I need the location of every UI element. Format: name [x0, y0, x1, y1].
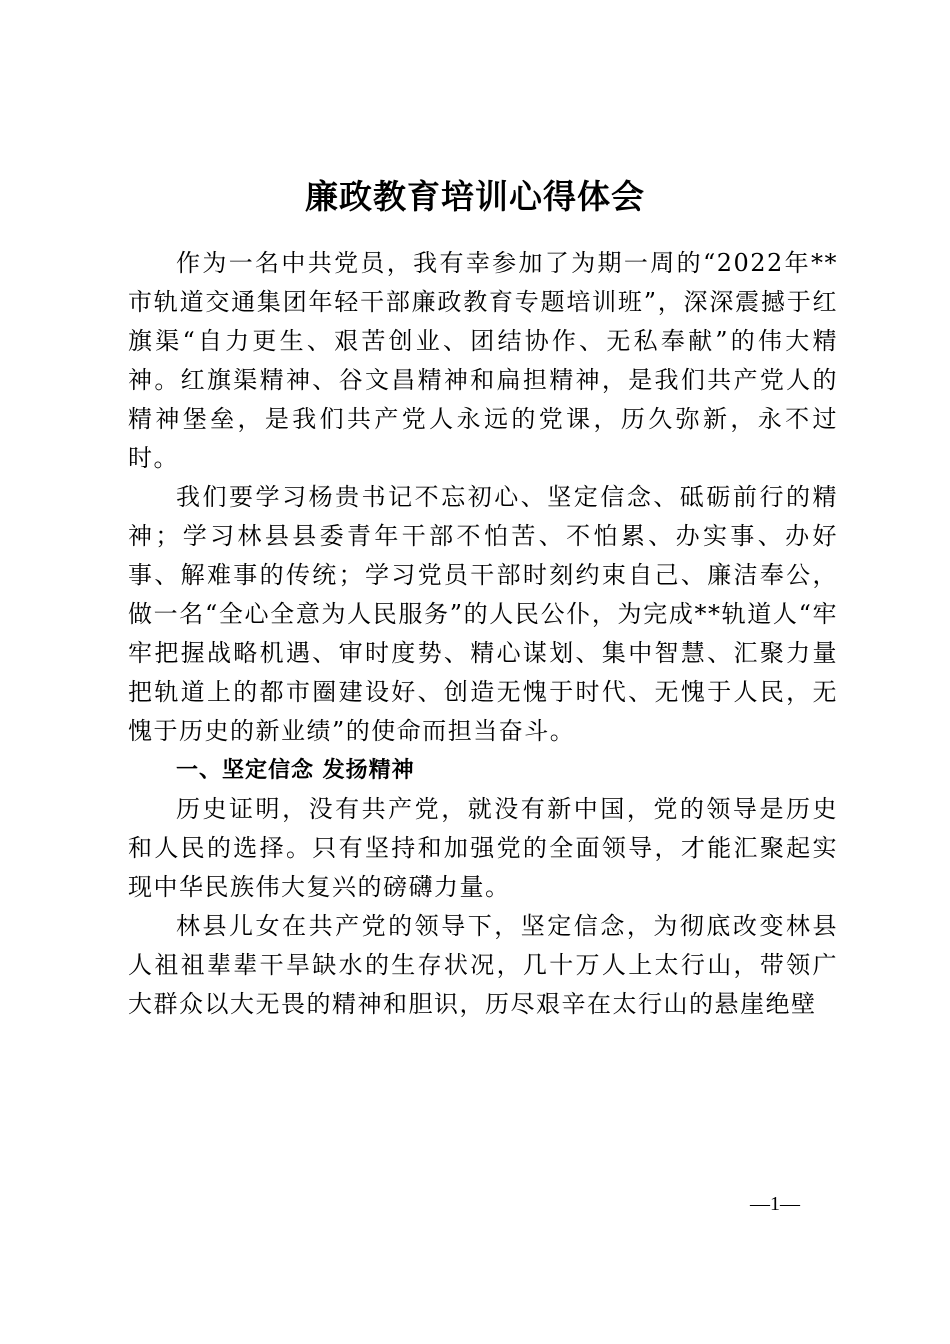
document-body [128, 244, 838, 1024]
body-paragraph: 作为一名中共党员，我有幸参加了为期一周的“2022年**市轨道交通集团年轻干部廉政教育专题培训班”，深深震撼于红旗渠“自力更生、艰苦创业、团结协作、无私奉献”的伟大精神。红旗渠精神、谷文昌精神和扁担精神，是我们共产党人的精神堡垒，是我们共产党人永远的党课，历久弥新，永不过时。 [128, 249, 838, 472]
body-paragraph: 历史证明，没有共产党，就没有新中国，党的领导是历史和人民的选择。只有坚持和加强党的全面领导，才能汇聚起实现中华民族伟大复兴的磅礴力量。 [128, 795, 838, 901]
body-paragraph: 林县儿女在共产党的领导下，坚定信念，为彻底改变林县人祖祖辈辈干旱缺水的生存状况，几十万人上太行山，带领广大群众以大无畏的精神和胆识，历尽艰辛在太行山的悬崖绝壁 [128, 912, 838, 1018]
document-title: 廉政教育培训心得体会 [305, 177, 645, 216]
body-paragraph: 我们要学习杨贵书记不忘初心、坚定信念、砥砺前行的精神；学习林县县委青年干部不怕苦、不怕累、办实事、办好事、解难事的传统；学习党员干部时刻约束自己、廉洁奉公，做一名“全心全意为人民服务”的人民公仆，为完成**轨道人“牢牢把握战略机遇、审时度势、精心谋划、集中智慧、汇聚力量把轨道上的都市圈建设好、创造无愧于时代、无愧于人民，无愧于历史的新业绩”的使命而担当奋斗。 [128, 483, 838, 745]
section-heading: 一、坚定信念 发扬精神 [176, 758, 415, 783]
page-number: —1— [750, 1193, 800, 1215]
